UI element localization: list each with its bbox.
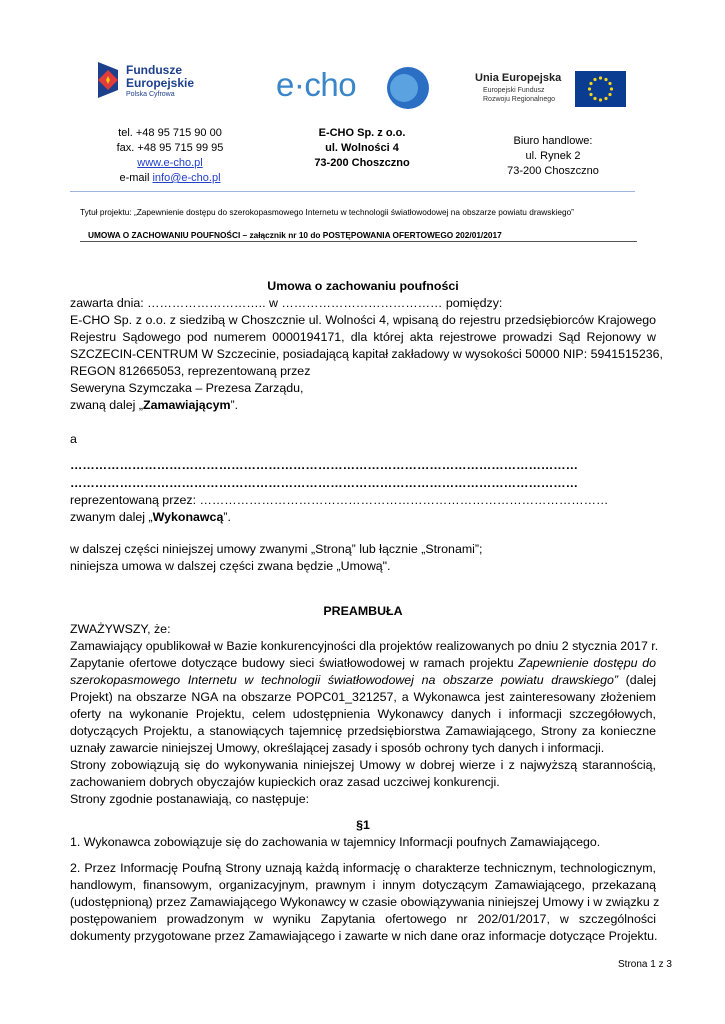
clause-1-2-line5: dokumenty przygotowane przez Zamawiającego i zawarte w nich dane oraz informacje dotyczące Projektu. — [70, 929, 658, 943]
clause-1-2-line1: 2. Przez Informację Poufną Strony uznają każdą informację o charakterze technicznym, technologicznym, — [70, 861, 656, 875]
alias2-prefix: zwanym dalej „ — [70, 510, 153, 524]
project-title: Tytuł projektu: „Zapewnienie dostępu do szerokopasmowego Internetu w technologii światłowodowej na obszarze powiatu drawskiego” — [80, 207, 574, 217]
preamble-line5: Projekt) na obszarze NGA na obszarze POPC01_321257, a Wykonawca jest zainteresowany złożeniem — [70, 690, 656, 704]
company-street: ul. Wolności 4 — [325, 142, 399, 154]
parties-definition: w dalszej części niniejszej umowy zwanymi „Stroną” lub łącznie „Stronami”; — [70, 542, 483, 556]
and-text: a — [70, 432, 77, 446]
party2-blank1: …………………………………………………………………………………………………………… — [70, 458, 579, 472]
agreement-definition: niniejsza umowa w dalszej części zwana będzie „Umową". — [70, 559, 391, 573]
company-name: E-CHO Sp. z o.o. — [318, 127, 406, 139]
preamble-line11: Strony zgodnie postanawiają, co następuje: — [70, 792, 310, 806]
preamble-line2: Zamawiający opublikował w Bazie konkurencyjności dla projektów realizowanych po dniu 2 stycznia 2017 r. — [70, 639, 659, 653]
fundusze-europejskie-logo — [96, 58, 226, 106]
annex-title: UMOWA O ZACHOWANIU POUFNOŚCI – załącznik nr 10 do POSTĘPOWANIA OFERTOWEGO 202/01/2017 — [88, 230, 502, 240]
p3-text: Zapytanie ofertowe dotyczące budowy sieci światłowodowej w ramach projektu — [70, 656, 519, 670]
preamble-line7: dotyczących Projektu, a stanowiących tajemnicę przedsiębiorstwa Zamawiającego, Strony za konieczne — [70, 724, 656, 738]
office-label: Biuro handlowe: — [513, 135, 593, 147]
preamble-line6: oferty na wykonanie Projektu, celem udostępnienia Wykonawcy danych i informacji szczegółowych, — [70, 707, 656, 721]
echo-circle-icon — [386, 64, 432, 112]
preamble-line3 — [70, 655, 656, 672]
alias2-name: Wykonawcą — [152, 510, 224, 524]
party1-line1: E-CHO Sp. z o.o. z siedzibą w Choszcznie ul. Wolności 4, wpisaną do rejestru przedsiębiorców Krajowego — [70, 313, 656, 327]
ue-title: Unia Europejska — [475, 72, 562, 84]
clause-1-1: 1. Wykonawca zobowiązuje się do zachowania w tajemnicy Informacji poufnych Zamawiającego. — [70, 835, 601, 849]
preamble-line9: Strony zobowiązują się do wykonywania niniejszej Umowy w dobrej wierze i z najwyższą starannością, — [70, 758, 656, 772]
header-divider — [70, 191, 635, 192]
ue-line2: Europejski Fundusz — [483, 87, 545, 94]
fe-text: Fundusze Europejskie — [126, 63, 195, 90]
echo-logo-text: e·cho — [276, 66, 357, 103]
ue-line3: Rozwoju Regionalnego — [483, 96, 555, 103]
date-line: zawarta dnia: ……………………….. w ………………………………… pomiędzy: — [70, 296, 503, 310]
alias-name: Zamawiającym — [143, 398, 231, 412]
company-block — [292, 126, 432, 171]
email-link[interactable]: info@e-cho.pl — [152, 172, 221, 184]
website-link[interactable]: www.e-cho.pl — [137, 157, 203, 169]
party2-alias — [70, 509, 231, 526]
party1-alias — [70, 397, 238, 414]
company-city: 73-200 Choszczno — [314, 157, 410, 169]
party2-rep: reprezentowaną przez: ……………………………………………………………………………………… — [70, 493, 609, 507]
email-label: e-mail — [119, 172, 153, 184]
party1-rep: Seweryna Szymczaka – Prezesa Zarządu, — [70, 381, 304, 395]
clause-1-2-line2: handlowym, finansowym, organizacyjnym, prawnym i innym dotyczącym Zamawiającego, przekazaną — [70, 878, 656, 892]
eu-flag-icon — [575, 71, 626, 107]
echo-logo — [276, 62, 428, 112]
fe-star-icon — [96, 60, 120, 100]
office-block — [488, 134, 618, 179]
document-title: Umowa o zachowaniu poufności — [267, 279, 459, 293]
clause-1-2-line4: postępowaniem prowadzonym w wyniku Zapytania ofertowego nr 202/01/2017, w szczególności — [70, 912, 656, 926]
page-number: Strona 1 z 3 — [618, 959, 672, 970]
preamble-line4 — [70, 672, 656, 689]
section-1-heading: §1 — [356, 818, 370, 832]
preamble-line8: uznały zawarcie niniejszej Umowy, określającej zasady i sposób ochrony tych danych i informacji. — [70, 741, 605, 755]
office-street: ul. Rynek 2 — [525, 150, 581, 162]
party1-line2: Rejestru Sądowego pod numerem 0000194171, dla której akta rejestrowe prowadzi Sąd Rejonowy w — [70, 330, 656, 344]
party2-blank2: …………………………………………………………………………………………………………… — [70, 476, 579, 490]
preamble-line10: zachowaniem dobrych obyczajów kupieckich oraz zasad uczciwej konkurencji. — [70, 775, 500, 789]
party1-line4: REGON 812665053, reprezentowaną przez — [70, 364, 311, 378]
contact-block — [100, 126, 240, 186]
alias-suffix: ”. — [230, 398, 239, 412]
preamble-heading: PREAMBUŁA — [323, 604, 403, 618]
alias-prefix: zwaną dalej „ — [70, 398, 144, 412]
preamble-line1: ZWAŻYWSZY, że: — [70, 622, 171, 636]
alias2-suffix: ”. — [223, 510, 231, 524]
clause-1-2-line3: (udostępnioną) przez Zamawiającego Wykonawcy w czasie obowiązywania niniejszej Umowy i w związku z — [70, 895, 660, 909]
party1-line3: SZCZECIN-CENTRUM W Szczecinie, posiadającą kapitał zakładowy w wysokości 50000 NIP: 5941515236, — [70, 347, 663, 361]
annex-divider — [80, 241, 637, 242]
p4-italic: szerokopasmowego Internetu w technologii światłowodowej na obszarze powiatu drawskiego” — [70, 673, 619, 687]
unia-europejska-logo — [475, 68, 630, 110]
office-city: 73-200 Choszczno — [507, 165, 599, 177]
p4-text: (dalej — [618, 673, 656, 687]
fax: fax. +48 95 715 99 95 — [116, 142, 224, 154]
fe-subtext: Polska Cyfrowa — [126, 91, 175, 98]
phone: tel. +48 95 715 90 00 — [118, 127, 222, 139]
p3-italic: Zapewnienie dostępu do — [518, 656, 657, 670]
